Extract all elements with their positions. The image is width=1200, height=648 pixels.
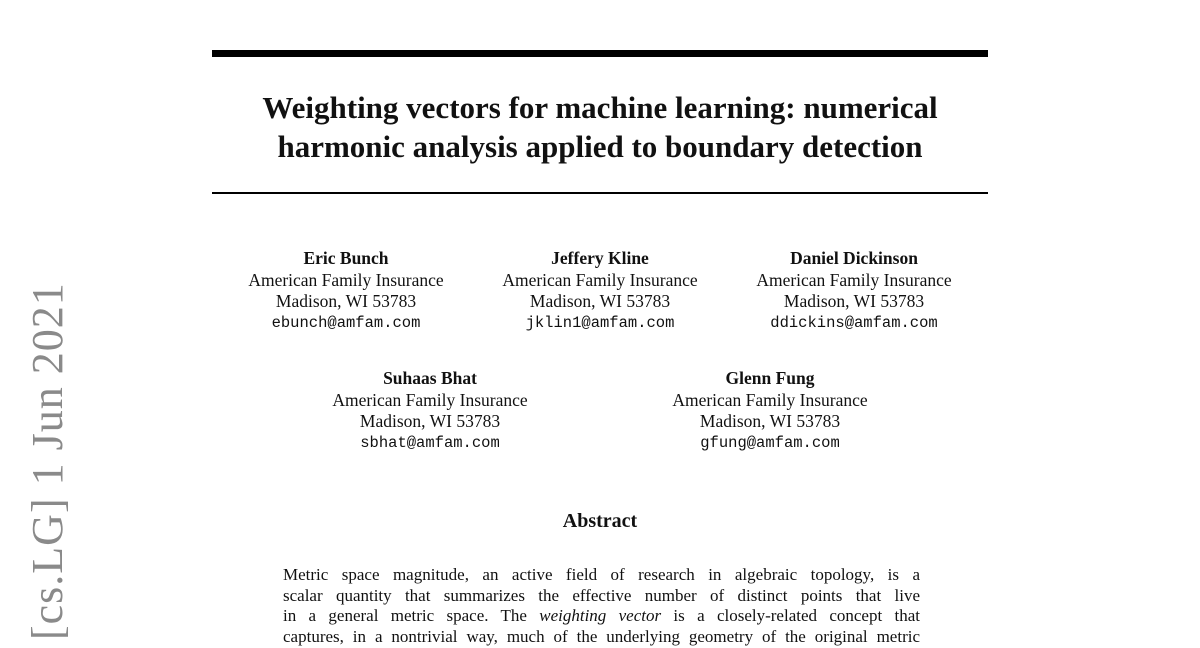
author-address: Madison, WI 53783 <box>529 291 671 311</box>
author-email[interactable]: gfung@amfam.com <box>700 433 840 452</box>
abstract-line: captures, in a nontrivial way, much of the underlying geometry of the original metric <box>283 626 920 646</box>
author-name: Eric Bunch <box>303 248 389 268</box>
title-rule <box>212 192 988 194</box>
author-name: Daniel Dickinson <box>790 248 918 268</box>
abstract-line: scalar quantity that summarizes the effective number of distinct points that live <box>283 585 920 605</box>
abstract-text <box>283 565 920 647</box>
abstract-heading: Abstract <box>562 510 638 532</box>
author-name: Suhaas Bhat <box>383 368 477 388</box>
author-address: Madison, WI 53783 <box>699 411 841 431</box>
abstract-text-fragment: in a general metric space. The <box>283 606 540 625</box>
abstract-text-fragment: is a closely-related concept that <box>661 606 920 625</box>
author-name: Jeffery Kline <box>551 248 649 268</box>
author-block <box>310 368 550 454</box>
author-email[interactable]: jklin1@amfam.com <box>525 313 675 332</box>
title-line-2: harmonic analysis applied to boundary detection <box>277 129 923 164</box>
author-block <box>226 248 466 334</box>
author-block <box>734 248 974 334</box>
author-affiliation: American Family Insurance <box>248 269 444 290</box>
author-email[interactable]: ddickins@amfam.com <box>770 313 938 332</box>
emphasized-term: weighting vector <box>539 606 662 625</box>
author-email[interactable]: sbhat@amfam.com <box>360 433 500 452</box>
author-affiliation: American Family Insurance <box>672 389 868 410</box>
top-rule <box>212 50 988 57</box>
author-affiliation: American Family Insurance <box>756 269 952 290</box>
author-block <box>650 368 890 454</box>
abstract-line: Metric space magnitude, an active field of research in algebraic topology, is a <box>283 565 920 584</box>
paper-title <box>212 88 988 166</box>
author-affiliation: American Family Insurance <box>332 389 528 410</box>
arxiv-identifier: [cs.LG] 1 Jun 2021 <box>23 282 72 640</box>
abstract-line <box>283 606 920 627</box>
author-name: Glenn Fung <box>725 368 815 388</box>
author-address: Madison, WI 53783 <box>275 291 417 311</box>
title-line-1: Weighting vectors for machine learning: numerical <box>262 90 938 125</box>
author-address: Madison, WI 53783 <box>783 291 925 311</box>
author-address: Madison, WI 53783 <box>359 411 501 431</box>
author-affiliation: American Family Insurance <box>502 269 698 290</box>
author-email[interactable]: ebunch@amfam.com <box>271 313 421 332</box>
author-block <box>480 248 720 334</box>
